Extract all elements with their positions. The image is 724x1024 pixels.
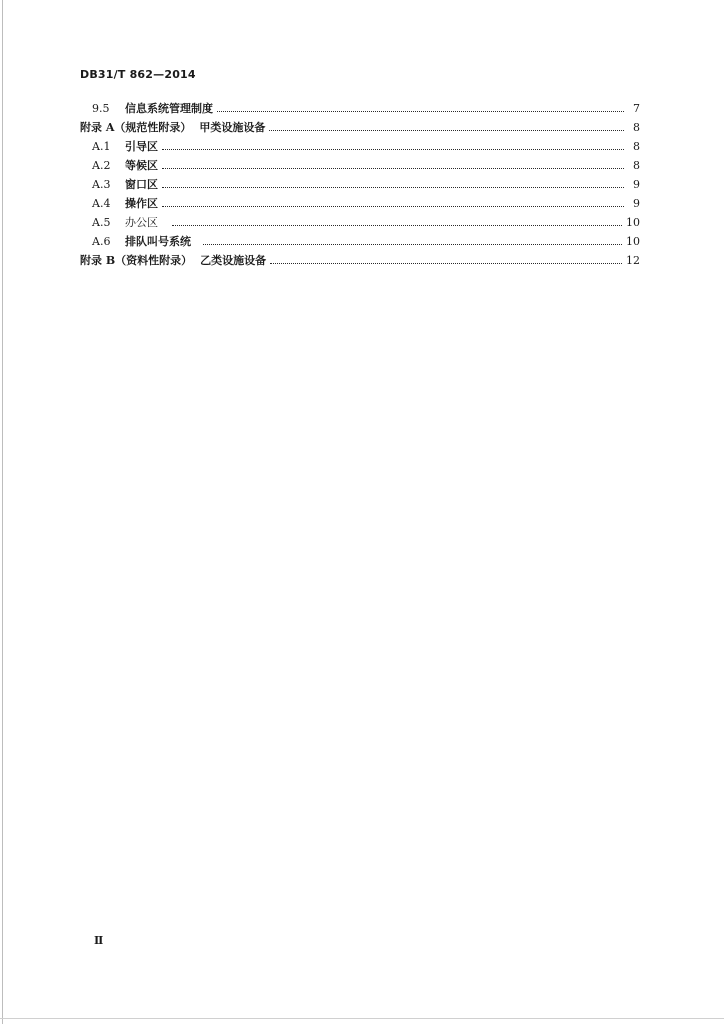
toc-entry-appendix-b[interactable] (80, 253, 640, 269)
toc-entry-number: 9.5 (92, 102, 110, 115)
toc-entry-a-5[interactable] (92, 215, 640, 231)
toc-entry-page: 10 (626, 216, 640, 229)
document-code-header: DB31/T 862—2014 (80, 68, 196, 81)
toc-entry-page: 9 (633, 197, 640, 210)
toc-entry-number: A.1 (92, 140, 111, 153)
toc-entry-page: 12 (626, 254, 640, 267)
toc-entry-a-4[interactable] (92, 196, 640, 212)
page-folio-number: Ⅱ (94, 934, 104, 947)
toc-entry-title: 等候区 (125, 159, 158, 172)
toc-dot-leader (162, 167, 624, 169)
toc-entry-appendix-a[interactable] (80, 120, 640, 136)
toc-entry-number: A.4 (92, 197, 111, 210)
toc-dot-leader (172, 224, 622, 226)
toc-dot-leader (162, 148, 624, 150)
toc-entry-a-3[interactable] (92, 177, 640, 193)
toc-entry-number: 附录 B（资料性附录） (80, 254, 193, 267)
toc-dot-leader (162, 205, 624, 207)
toc-entry-title: 甲类设施设备 (199, 121, 266, 134)
toc-entry-number: A.2 (92, 159, 111, 172)
toc-dot-leader (162, 186, 624, 188)
toc-entry-number: 附录 A（规范性附录） (80, 121, 192, 134)
page-scan-edge (2, 0, 3, 1024)
toc-entry-title: 引导区 (125, 140, 158, 153)
toc-entry-number: A.5 (92, 216, 111, 229)
toc-entry-title: 信息系统管理制度 (125, 102, 213, 115)
toc-entry-page: 7 (633, 102, 640, 115)
toc-entry-title: 窗口区 (125, 178, 158, 191)
toc-entry-9-5[interactable] (92, 101, 640, 117)
toc-entry-page: 8 (633, 140, 640, 153)
toc-dot-leader (217, 110, 624, 112)
toc-entry-a-2[interactable] (92, 158, 640, 174)
toc-entry-page: 8 (633, 121, 640, 134)
toc-entry-page: 9 (633, 178, 640, 191)
toc-entry-title: 办公区 (125, 216, 158, 229)
toc-entry-title: 排队叫号系统 (125, 235, 191, 248)
toc-entry-page: 8 (633, 159, 640, 172)
toc-dot-leader (203, 243, 622, 245)
toc-entry-number: A.3 (92, 178, 111, 191)
toc-dot-leader (269, 129, 624, 131)
toc-entry-a-6[interactable] (92, 234, 640, 250)
toc-entry-a-1[interactable] (92, 139, 640, 155)
toc-entry-number: A.6 (92, 235, 111, 248)
toc-dot-leader (270, 262, 622, 264)
toc-entry-title: 操作区 (125, 197, 158, 210)
page-bottom-edge (0, 1018, 724, 1019)
toc-entry-title: 乙类设施设备 (200, 254, 267, 267)
toc-entry-page: 10 (626, 235, 640, 248)
